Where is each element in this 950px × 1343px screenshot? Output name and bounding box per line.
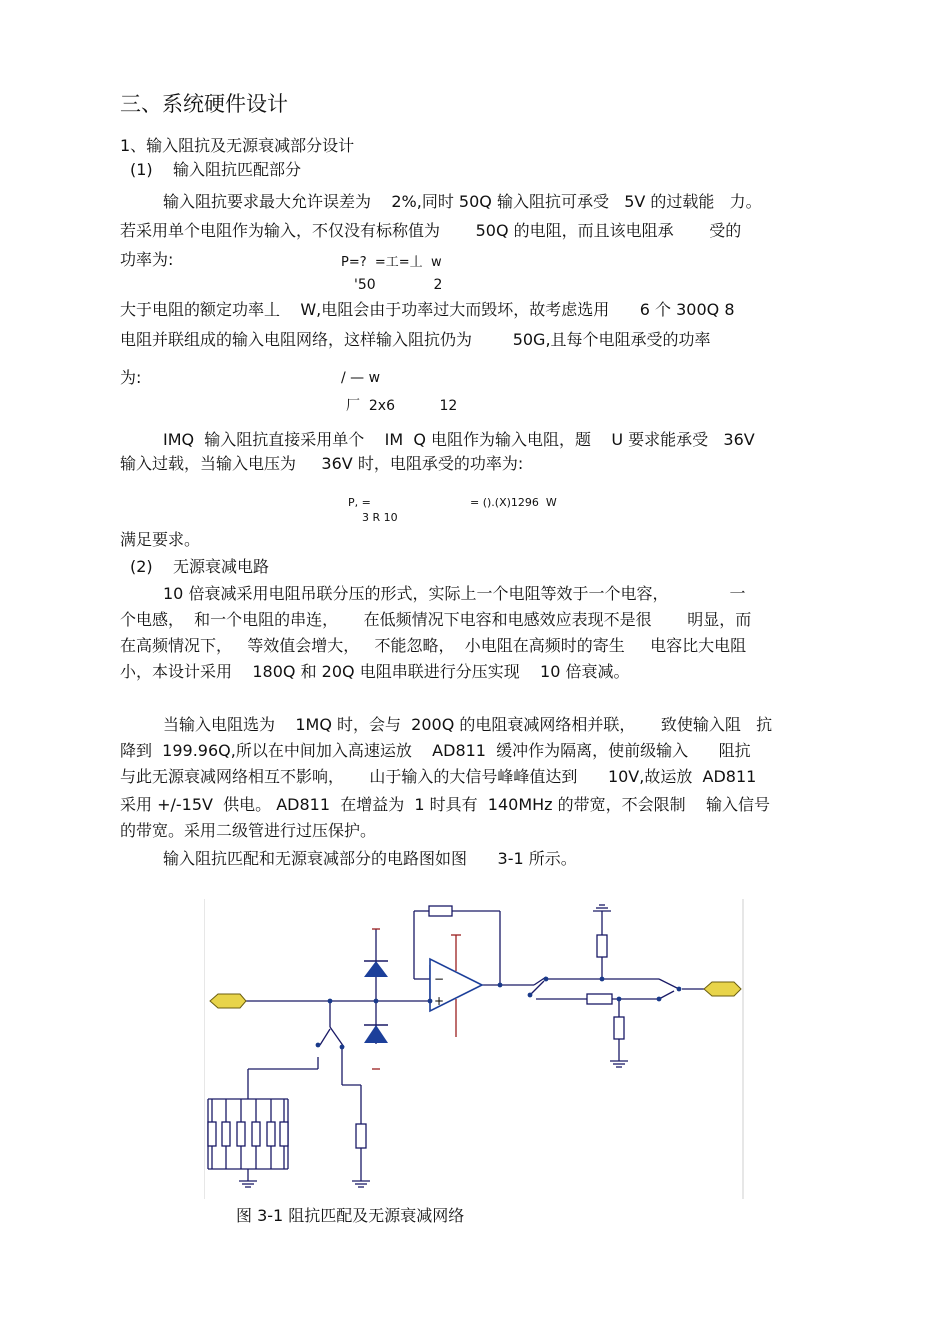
formula-1-top: P=? =工=丄 w	[341, 255, 442, 270]
opamp-plus-sign: +	[434, 994, 445, 1008]
paragraph-line: 电阻并联组成的输入电阻网络，这样输入阻抗仍为 50G,且每个电阻承受的功率	[120, 330, 711, 349]
resistor-network	[208, 1099, 288, 1169]
junction-dot	[657, 997, 662, 1002]
paragraph-line: 输入过载，当输入电压为 36V 时，电阻承受的功率为:	[120, 454, 524, 473]
junction-dot	[316, 1043, 321, 1048]
paragraph-line: 若采用单个电阻作为输入，不仅没有标称值为 50Q 的电阻，而且该电阻承 受的	[120, 221, 742, 240]
formula-3-sub: 3 R 10	[362, 511, 398, 524]
junction-dot	[374, 999, 379, 1004]
formula-3-right: = ().(X)1296 W	[470, 496, 557, 509]
output-switch-right	[659, 979, 679, 989]
junction-dot	[544, 977, 549, 982]
resistor-180	[597, 935, 607, 957]
output-port	[704, 982, 741, 996]
formula-2-bottom: 厂 2x6 12	[346, 398, 458, 414]
section-title: 三、系统硬件设计	[120, 92, 288, 116]
junction-dot	[340, 1045, 345, 1050]
network-resistor-2	[222, 1122, 230, 1146]
circuit-diagram	[204, 899, 744, 1199]
ground-symbols	[239, 905, 628, 1187]
resistor-series	[587, 994, 612, 1004]
resistor-20	[614, 1017, 624, 1039]
junction-dot	[677, 987, 682, 992]
paragraph-line: 满足要求。	[120, 530, 201, 549]
formula-3-left: P, =	[348, 496, 371, 509]
junction-dot	[498, 983, 503, 988]
paragraph-line: 个电感， 和一个电阻的串连， 在低频情况下电容和电感效应表现不是很 明显，而	[120, 610, 752, 629]
subsection-title: 1、输入阻抗及无源衰减部分设计	[120, 136, 355, 155]
paragraph-line: 降到 199.96Q,所以在中间加入高速运放 AD811 缓冲作为隔离，使前级输入 阻抗	[120, 741, 751, 760]
paragraph-line: 大于电阻的额定功率丄 W,电阻会由于功率过大而毁坏，故考虑选用 6 个 300Q 8	[120, 300, 735, 319]
input-switch	[330, 1027, 344, 1047]
junction-dot	[328, 999, 333, 1004]
junction-dot	[428, 999, 433, 1004]
paragraph-line: 采用 +/-15V 供电。 AD811 在增益为 1 时具有 140MHz 的带宽，不会限制 输入信号	[120, 795, 771, 814]
paragraph-line: 当输入电阻选为 1MQ 时，会与 200Q 的电阻衰减网络相并联， 致使输入阻 抗	[163, 715, 773, 734]
paragraph-line: IMQ 输入阻抗直接采用单个 IM Q 电阻作为输入电阻，题 U 要求能承受 36V	[163, 430, 755, 449]
diode-top	[364, 961, 388, 977]
paragraph-line: 输入阻抗匹配和无源衰减部分的电路图如图 3-1 所示。	[163, 849, 577, 868]
junction-dot	[617, 997, 622, 1002]
figure-caption: 图 3-1 阻抗匹配及无源衰减网络	[236, 1206, 465, 1225]
paragraph-line: 输入阻抗要求最大允许误差为 2%,同时 50Q 输入阻抗可承受 5V 的过载能 力。	[163, 192, 762, 211]
diode-bottom	[364, 1025, 388, 1043]
opamp-minus-sign: −	[434, 972, 445, 986]
paragraph-line: 的带宽。采用二级管进行过压保护。	[120, 821, 377, 840]
network-resistor-5	[267, 1122, 275, 1146]
item-heading-1: (1) 输入阻抗匹配部分	[130, 160, 302, 179]
paragraph-line: 小，本设计采用 180Q 和 20Q 电阻串联进行分压实现 10 倍衰减。	[120, 662, 630, 681]
network-resistor-6	[280, 1122, 288, 1146]
paragraph-line: 与此无源衰减网络相互不影响， 山于输入的大信号峰峰值达到 10V,故运放 AD811	[120, 767, 757, 786]
resistor-1m	[356, 1124, 366, 1148]
network-resistor-3	[237, 1122, 245, 1146]
junction-dot	[600, 977, 605, 982]
input-port	[210, 994, 246, 1008]
network-resistor-4	[252, 1122, 260, 1146]
feedback-resistor	[429, 906, 452, 916]
formula-1-bottom: '50 2	[354, 277, 443, 293]
paragraph-line: 为:	[120, 368, 142, 387]
network-resistor-1	[208, 1122, 216, 1146]
item-heading-2: (2) 无源衰减电路	[130, 557, 270, 576]
paragraph-line: 功率为:	[120, 250, 174, 269]
paragraph-line: 在高频情况下， 等效值会增大， 不能忽略， 小电阻在高频时的寄生 电容比大电阻	[120, 636, 747, 655]
formula-2-top: / — w	[341, 370, 381, 386]
junction-dot	[528, 993, 533, 998]
paragraph-line: 10 倍衰减采用电阻吊联分压的形式，实际上一个电阻等效于一个电容， 一	[163, 584, 746, 603]
